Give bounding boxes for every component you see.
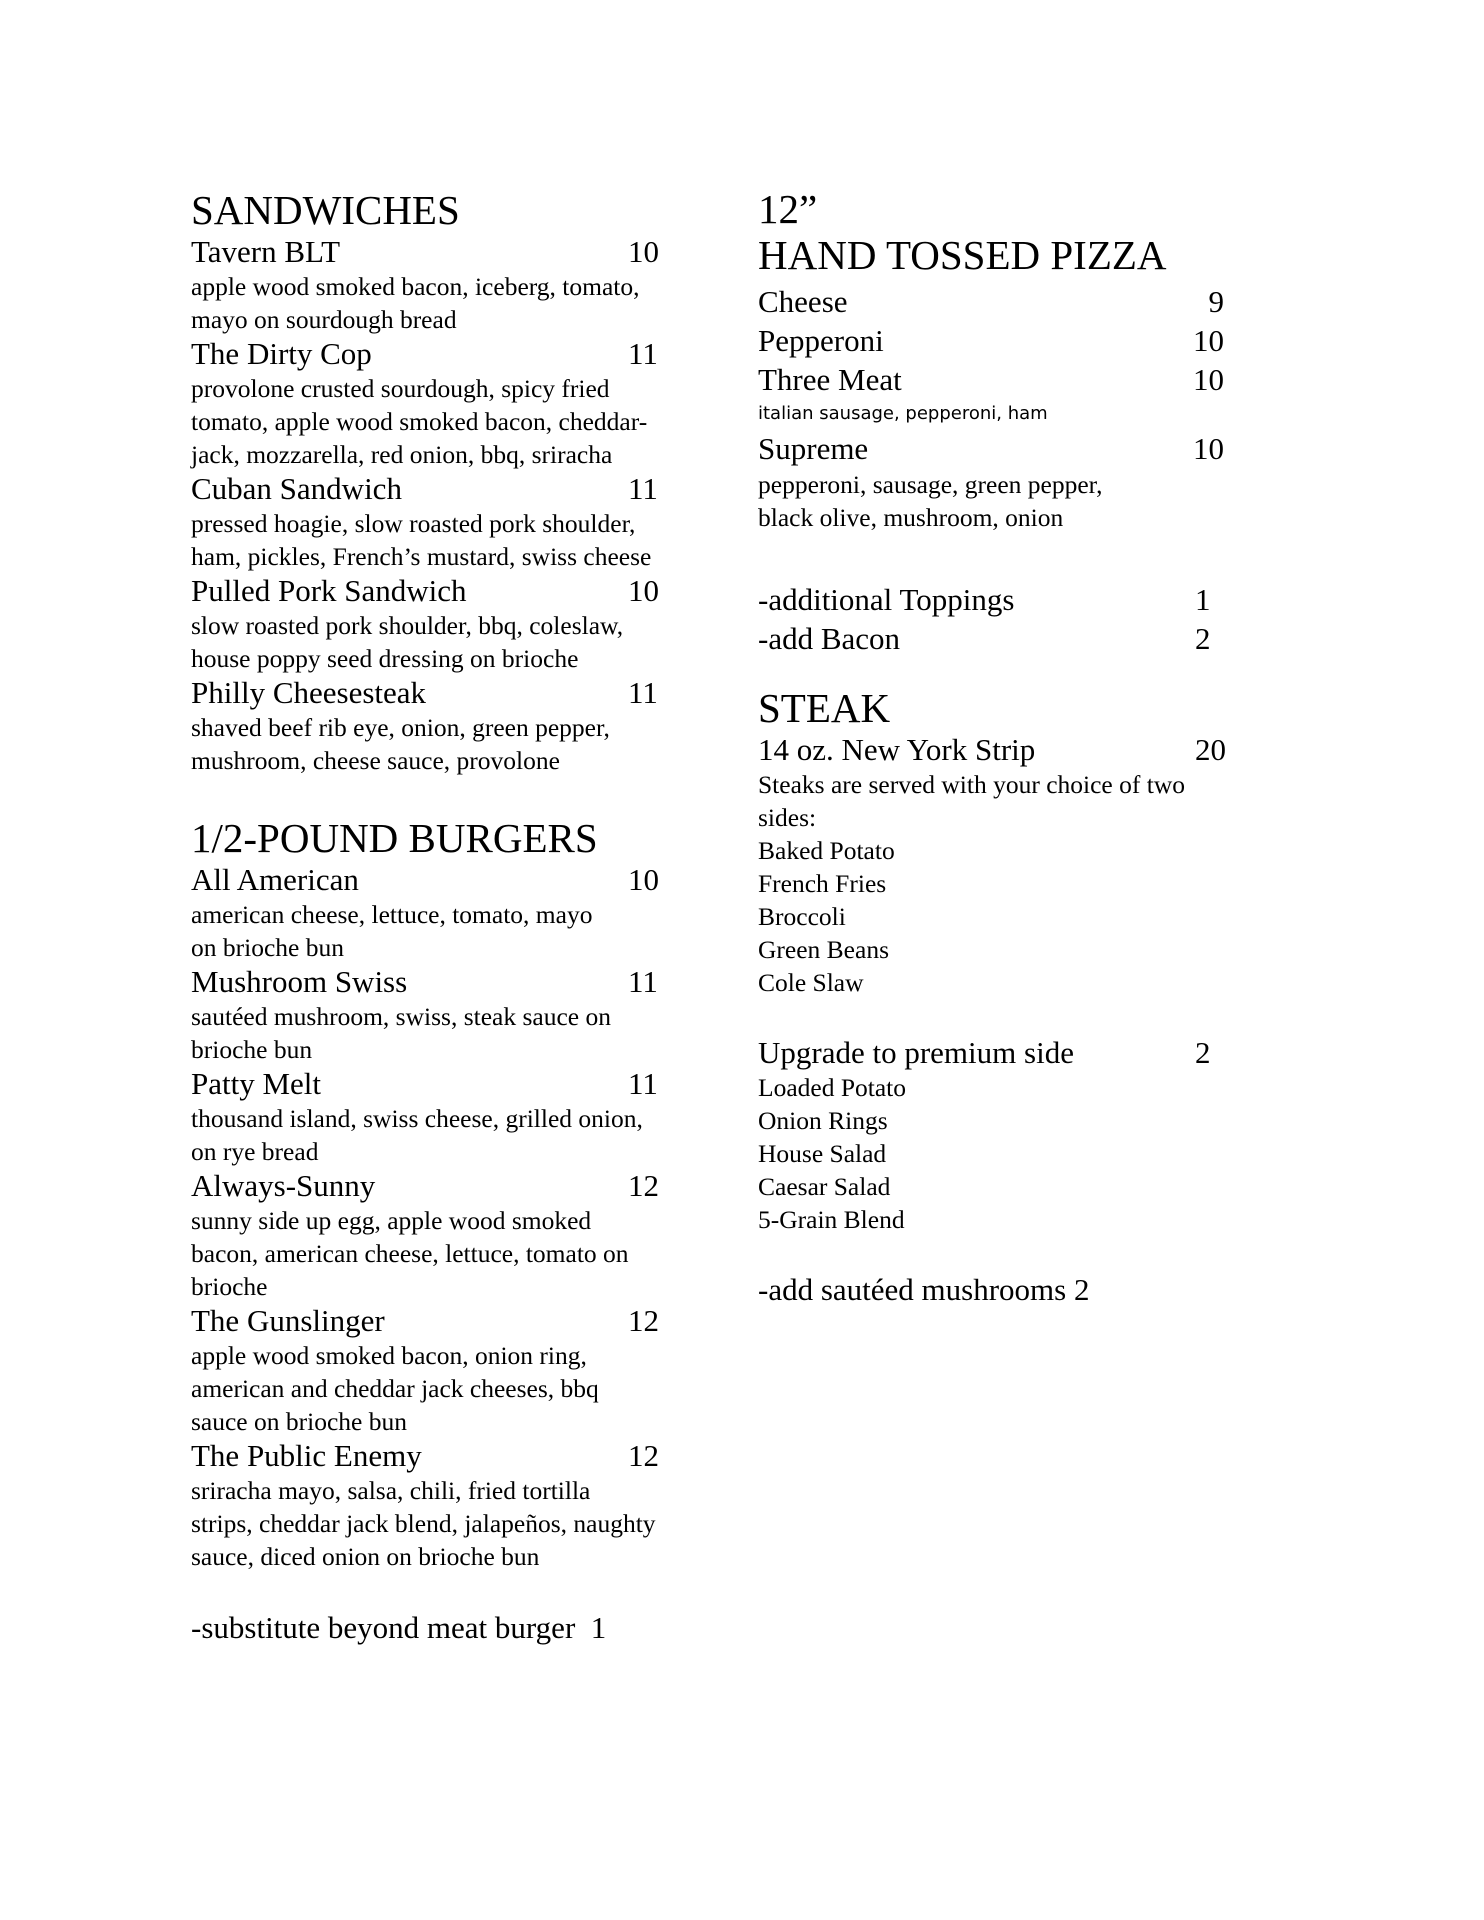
item-desc: mushroom, cheese sauce, provolone <box>191 746 560 775</box>
item-price: 10 <box>1193 362 1224 397</box>
item-desc: sauce on brioche bun <box>191 1407 407 1436</box>
spacer <box>758 534 1278 580</box>
item-desc: slow roasted pork shoulder, bbq, coleslaw, <box>191 611 624 640</box>
pizza-section <box>758 186 1224 534</box>
item-name: -add Bacon <box>758 621 901 656</box>
item-desc: italian sausage, pepperoni, ham <box>758 403 1048 424</box>
item-desc: house poppy seed dressing on brioche <box>191 644 579 673</box>
steak-heading: STEAK <box>758 685 891 731</box>
item-price: 10 <box>1193 323 1224 358</box>
item-price: 9 <box>1208 284 1224 319</box>
menu-item-mushroom-swiss <box>191 964 736 1066</box>
item-price: 12 <box>628 1438 659 1473</box>
item-desc: ham, pickles, French’s mustard, swiss cheese <box>191 542 652 571</box>
item-desc: sautéed mushroom, swiss, steak sauce on <box>191 1002 611 1031</box>
item-price: 11 <box>628 964 658 999</box>
item-price: 10 <box>628 862 659 897</box>
item-name: The Dirty Cop <box>191 336 372 371</box>
menu-item-public-enemy <box>191 1438 736 1573</box>
item-name: Cheese <box>758 284 848 319</box>
item-name: Pulled Pork Sandwich <box>191 573 467 608</box>
item-name: Upgrade to premium side <box>758 1035 1074 1070</box>
item-name: Always-Sunny <box>191 1168 376 1203</box>
item-name: -additional Toppings <box>758 582 1015 617</box>
item-name: Tavern BLT <box>191 234 341 269</box>
item-price: 20 <box>1195 732 1226 767</box>
item-desc: brioche <box>191 1272 268 1301</box>
topping-bacon <box>758 619 1278 658</box>
menu-item-all-american <box>191 862 736 964</box>
steak-note: sides: <box>758 803 817 832</box>
side-item: Cole Slaw <box>758 968 864 997</box>
item-desc: american and cheddar jack cheeses, bbq <box>191 1374 599 1403</box>
item-price: 10 <box>628 234 659 269</box>
item-desc: provolone crusted sourdough, spicy fried <box>191 374 610 403</box>
item-desc: pepperoni, sausage, green pepper, <box>758 470 1103 499</box>
side-item: French Fries <box>758 869 887 898</box>
menu-item-always-sunny <box>191 1168 736 1303</box>
menu-item-tavern-blt <box>191 234 736 336</box>
item-desc: sauce, diced onion on brioche bun <box>191 1542 540 1571</box>
menu-item-dirty-cop <box>191 336 736 471</box>
left-column <box>191 186 736 1646</box>
item-desc: sunny side up egg, apple wood smoked <box>191 1206 592 1235</box>
pizza-item-three-meat <box>758 360 1224 399</box>
item-price: 11 <box>628 675 658 710</box>
item-name: The Public Enemy <box>191 1438 422 1473</box>
mushroom-addon: -add sautéed mushrooms 2 <box>758 1272 1090 1307</box>
premium-upgrade <box>758 1035 1278 1071</box>
premium-side-item: Caesar Salad <box>758 1172 891 1201</box>
premium-side-item: Loaded Potato <box>758 1073 907 1102</box>
side-item: Broccoli <box>758 902 846 931</box>
premium-side-item: Onion Rings <box>758 1106 888 1135</box>
menu-item-gunslinger <box>191 1303 736 1438</box>
steak-item-ny-strip <box>758 732 1278 768</box>
menu-item-cuban-sandwich <box>191 471 736 573</box>
menu-item-patty-melt <box>191 1066 736 1168</box>
item-desc: thousand island, swiss cheese, grilled onion, <box>191 1104 643 1133</box>
item-price: 2 <box>1195 1035 1211 1070</box>
menu-item-philly-cheesesteak <box>191 675 736 777</box>
burgers-heading: 1/2-POUND BURGERS <box>191 815 598 861</box>
pizza-size-heading: 12” <box>758 186 818 232</box>
item-price: 12 <box>628 1168 659 1203</box>
item-desc: american cheese, lettuce, tomato, mayo <box>191 900 593 929</box>
right-column <box>758 186 1278 1308</box>
sandwiches-heading: SANDWICHES <box>191 187 460 233</box>
menu-item-pulled-pork <box>191 573 736 675</box>
item-desc: black olive, mushroom, onion <box>758 503 1064 532</box>
item-name: All American <box>191 862 359 897</box>
item-price: 11 <box>628 471 658 506</box>
item-desc: pressed hoagie, slow roasted pork shoulder, <box>191 509 636 538</box>
item-price: 10 <box>628 573 659 608</box>
item-desc: brioche bun <box>191 1035 313 1064</box>
item-desc: shaved beef rib eye, onion, green pepper, <box>191 713 610 742</box>
steak-section <box>758 684 1278 1308</box>
side-item: Baked Potato <box>758 836 895 865</box>
topping-additional <box>758 580 1278 619</box>
pizza-item-cheese <box>758 282 1224 321</box>
item-desc: bacon, american cheese, lettuce, tomato on <box>191 1239 629 1268</box>
pizza-item-supreme <box>758 429 1224 468</box>
item-desc: on brioche bun <box>191 933 344 962</box>
spacer <box>191 777 736 814</box>
item-name: Cuban Sandwich <box>191 471 402 506</box>
pizza-item-pepperoni <box>758 321 1224 360</box>
pizza-heading: HAND TOSSED PIZZA <box>758 232 1167 278</box>
item-desc: apple wood smoked bacon, onion ring, <box>191 1341 587 1370</box>
pizza-toppings <box>758 580 1278 658</box>
item-desc: sriracha mayo, salsa, chili, fried tortilla <box>191 1476 591 1505</box>
item-desc: on rye bread <box>191 1137 319 1166</box>
item-name: Philly Cheesesteak <box>191 675 427 710</box>
item-desc: mayo on sourdough bread <box>191 305 457 334</box>
item-name: Patty Melt <box>191 1066 322 1101</box>
item-price: 2 <box>1195 621 1211 656</box>
substitute-note: -substitute beyond meat burger 1 <box>191 1610 607 1645</box>
item-price: 10 <box>1193 431 1224 466</box>
item-name: 14 oz. New York Strip <box>758 732 1036 767</box>
item-name: Three Meat <box>758 362 902 397</box>
item-desc: tomato, apple wood smoked bacon, cheddar- <box>191 407 648 436</box>
premium-side-item: House Salad <box>758 1139 887 1168</box>
item-name: Mushroom Swiss <box>191 964 408 999</box>
spacer <box>191 1573 736 1610</box>
item-name: Supreme <box>758 431 869 466</box>
item-desc: strips, cheddar jack blend, jalapeños, naughty <box>191 1509 656 1538</box>
item-price: 12 <box>628 1303 659 1338</box>
steak-note: Steaks are served with your choice of two <box>758 770 1185 799</box>
item-desc: apple wood smoked bacon, iceberg, tomato, <box>191 272 640 301</box>
item-desc: jack, mozzarella, red onion, bbq, sriracha <box>191 440 613 469</box>
item-price: 1 <box>1195 582 1211 617</box>
item-name: Pepperoni <box>758 323 884 358</box>
item-name: The Gunslinger <box>191 1303 385 1338</box>
side-item: Green Beans <box>758 935 889 964</box>
item-price: 11 <box>628 1066 658 1101</box>
premium-side-item: 5-Grain Blend <box>758 1205 905 1234</box>
item-price: 11 <box>628 336 658 371</box>
